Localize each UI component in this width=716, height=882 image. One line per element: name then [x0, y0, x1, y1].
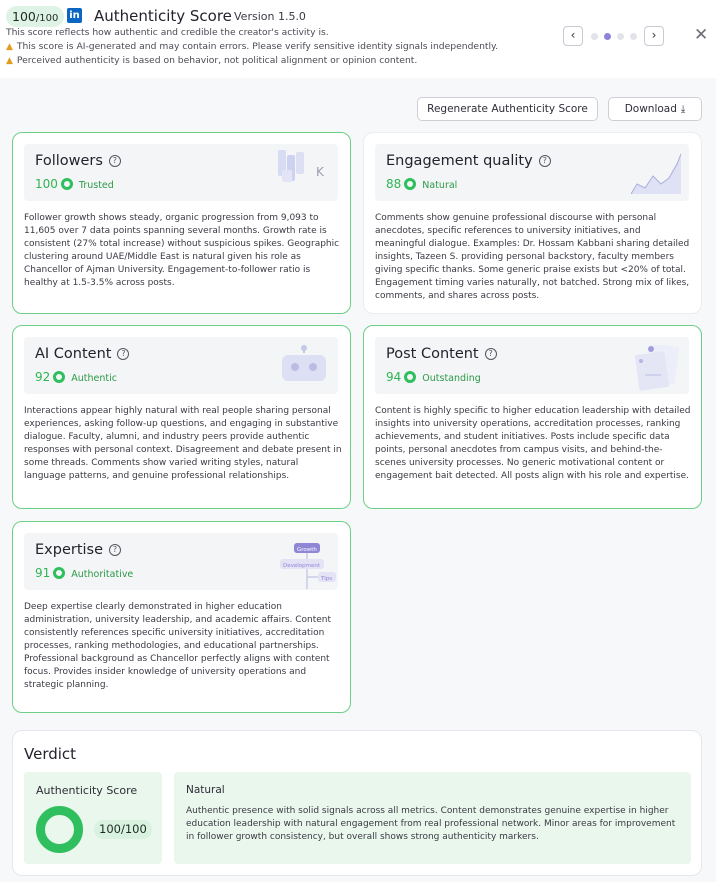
card-description: Comments show genuine professional discourse with personal anecdotes, specific references to university initiatives, and meaningful dialogue. Examples: Dr. Hossam Kabbani sharing detailed insights, Tazeen S. providing personal backstory, faculty members giving specific thanks. Some generic praise exists but <20% of total. Engagement timing varies naturally, not batched. Strong mix of likes, comments, and shares across posts.	[375, 213, 690, 301]
card-description: Content is highly specific to higher education leadership with detailed insights into university operations, accreditation processes, ranking achievements, and student initiatives. Posts include specific data points, personal anecdotes from campus visits, and behind-the-scenes university processes. No generic motivational content or engagement bait detected. All posts align with his role and expertise.	[375, 406, 691, 481]
header-score-value: 100	[12, 9, 36, 24]
regenerate-score-button[interactable]: Regenerate Authenticity Score	[417, 97, 598, 121]
card-title: AI Content ?	[35, 346, 129, 362]
score-ring-icon	[53, 567, 65, 579]
help-icon[interactable]: ?	[117, 348, 129, 360]
score-ring-icon	[36, 806, 83, 853]
warning-icon: ▲	[6, 56, 13, 66]
download-icon: ⤓	[680, 104, 686, 115]
card-description: Follower growth shows steady, organic progression from 9,093 to 11,605 over 7 data points spanning several months. Growth rate is consistent (27% total increase) without suspicious spikes. Geographic clustering around UAE/Middle East is natural given his role as Chancellor of Ajman University. Engagement-to-follower ratio is healthy at 1.5-3.5% across posts.	[24, 213, 340, 288]
score-ring-icon	[404, 178, 416, 190]
header-score-badge	[6, 6, 64, 27]
score-value: 94	[386, 370, 402, 384]
card-score	[35, 370, 117, 384]
verdict-panel	[12, 730, 702, 876]
engagement-line-illustration	[631, 150, 683, 196]
svg-text:K: K	[316, 165, 324, 179]
score-level: Outstanding	[422, 373, 481, 384]
robot-illustration	[280, 345, 330, 385]
version-label: Version 1.5.0	[234, 10, 306, 23]
warning-ai-generated	[6, 41, 498, 52]
score-value: 88	[386, 177, 402, 191]
score-value: 91	[35, 566, 51, 580]
close-icon[interactable]: ✕	[694, 25, 709, 45]
download-label: Download	[624, 103, 677, 115]
pagination-dot-active[interactable]	[604, 33, 611, 40]
svg-text:Development: Development	[283, 563, 321, 569]
card-header	[24, 337, 338, 394]
card-engagement-quality	[363, 132, 702, 314]
score-level: Authentic	[71, 373, 117, 384]
score-level: Natural	[422, 180, 458, 191]
card-description: Deep expertise clearly demonstrated in higher education administration, university leadership, and academic affairs. Content consistently references specific university initiatives, accreditation processes, ranking methodologies, and educational partnerships. Professional background as Chancellor perfectly aligns with content focus. Provides insider knowledge of university operations and strategic planning.	[24, 602, 332, 690]
card-description: Interactions appear highly natural with real people sharing personal experiences, asking follow-up questions, and engaging in substantive dialogue. Faculty, alumni, and industry peers provide authentic responses with personal context. Disagreement and debate present in some threads. Comments show varied writing styles, natural language patterns, and genuine professional relationships.	[24, 406, 342, 481]
card-header	[24, 144, 338, 201]
verdict-title: Verdict	[24, 745, 77, 763]
follower-bars-illustration	[278, 150, 334, 190]
verdict-score-box	[24, 772, 162, 864]
page-title: Authenticity Score	[94, 7, 232, 25]
warning-perceived	[6, 55, 417, 66]
page-subtitle: This score reflects how authentic and credible the creator's activity is.	[6, 27, 329, 38]
help-icon[interactable]: ?	[539, 155, 551, 167]
help-icon[interactable]: ?	[485, 348, 497, 360]
linkedin-icon: in	[67, 8, 82, 23]
card-title: Engagement quality ?	[386, 153, 551, 169]
card-followers	[12, 132, 351, 314]
verdict-label: Natural	[186, 784, 225, 796]
prev-button[interactable]: ‹	[563, 26, 583, 46]
card-header	[24, 533, 338, 590]
download-button[interactable]	[608, 97, 702, 121]
warning-text: Perceived authenticity is based on behavior, not political alignment or opinion content.	[16, 55, 418, 66]
svg-text:Growth: Growth	[297, 547, 317, 553]
help-icon[interactable]: ?	[109, 544, 121, 556]
card-title: Expertise ?	[35, 542, 121, 558]
card-ai-content	[12, 325, 351, 509]
next-button[interactable]: ›	[644, 26, 664, 46]
card-score	[386, 177, 457, 191]
card-score	[386, 370, 481, 384]
header-score-max: /100	[35, 13, 59, 24]
card-title: Followers ?	[35, 153, 121, 169]
card-header	[375, 337, 689, 394]
pagination-dot[interactable]	[591, 33, 598, 40]
score-ring-icon	[61, 178, 73, 190]
score-ring-icon	[53, 371, 65, 383]
post-cards-illustration	[633, 345, 685, 393]
verdict-score-value: 100/100	[94, 820, 152, 839]
verdict-score-title: Authenticity Score	[36, 784, 138, 797]
header	[0, 0, 716, 78]
score-value: 100	[35, 177, 58, 191]
score-level: Authoritative	[71, 569, 134, 580]
svg-text:Tips: Tips	[321, 576, 333, 582]
card-header	[375, 144, 689, 201]
pagination-dot[interactable]	[617, 33, 624, 40]
card-post-content	[363, 325, 702, 509]
help-icon[interactable]: ?	[109, 155, 121, 167]
card-score	[35, 177, 114, 191]
score-value: 92	[35, 370, 51, 384]
card-score	[35, 566, 133, 580]
warning-icon: ▲	[6, 42, 13, 52]
card-title: Post Content ?	[386, 346, 497, 362]
pagination-dot[interactable]	[630, 33, 637, 40]
warning-text: This score is AI-generated and may contain errors. Please verify sensitive identity signals independently.	[16, 41, 499, 52]
card-expertise	[12, 521, 351, 713]
score-ring-icon	[404, 371, 416, 383]
expertise-tree-illustration	[280, 541, 342, 591]
verdict-summary-box	[174, 772, 691, 864]
score-level: Trusted	[78, 180, 114, 191]
verdict-description: Authentic presence with solid signals across all metrics. Content demonstrates genuine expertise in higher education leadership with natural engagement from real professional network. Minor areas for improvement in follower growth consistency, but overall shows strong authenticity markers.	[186, 806, 676, 842]
